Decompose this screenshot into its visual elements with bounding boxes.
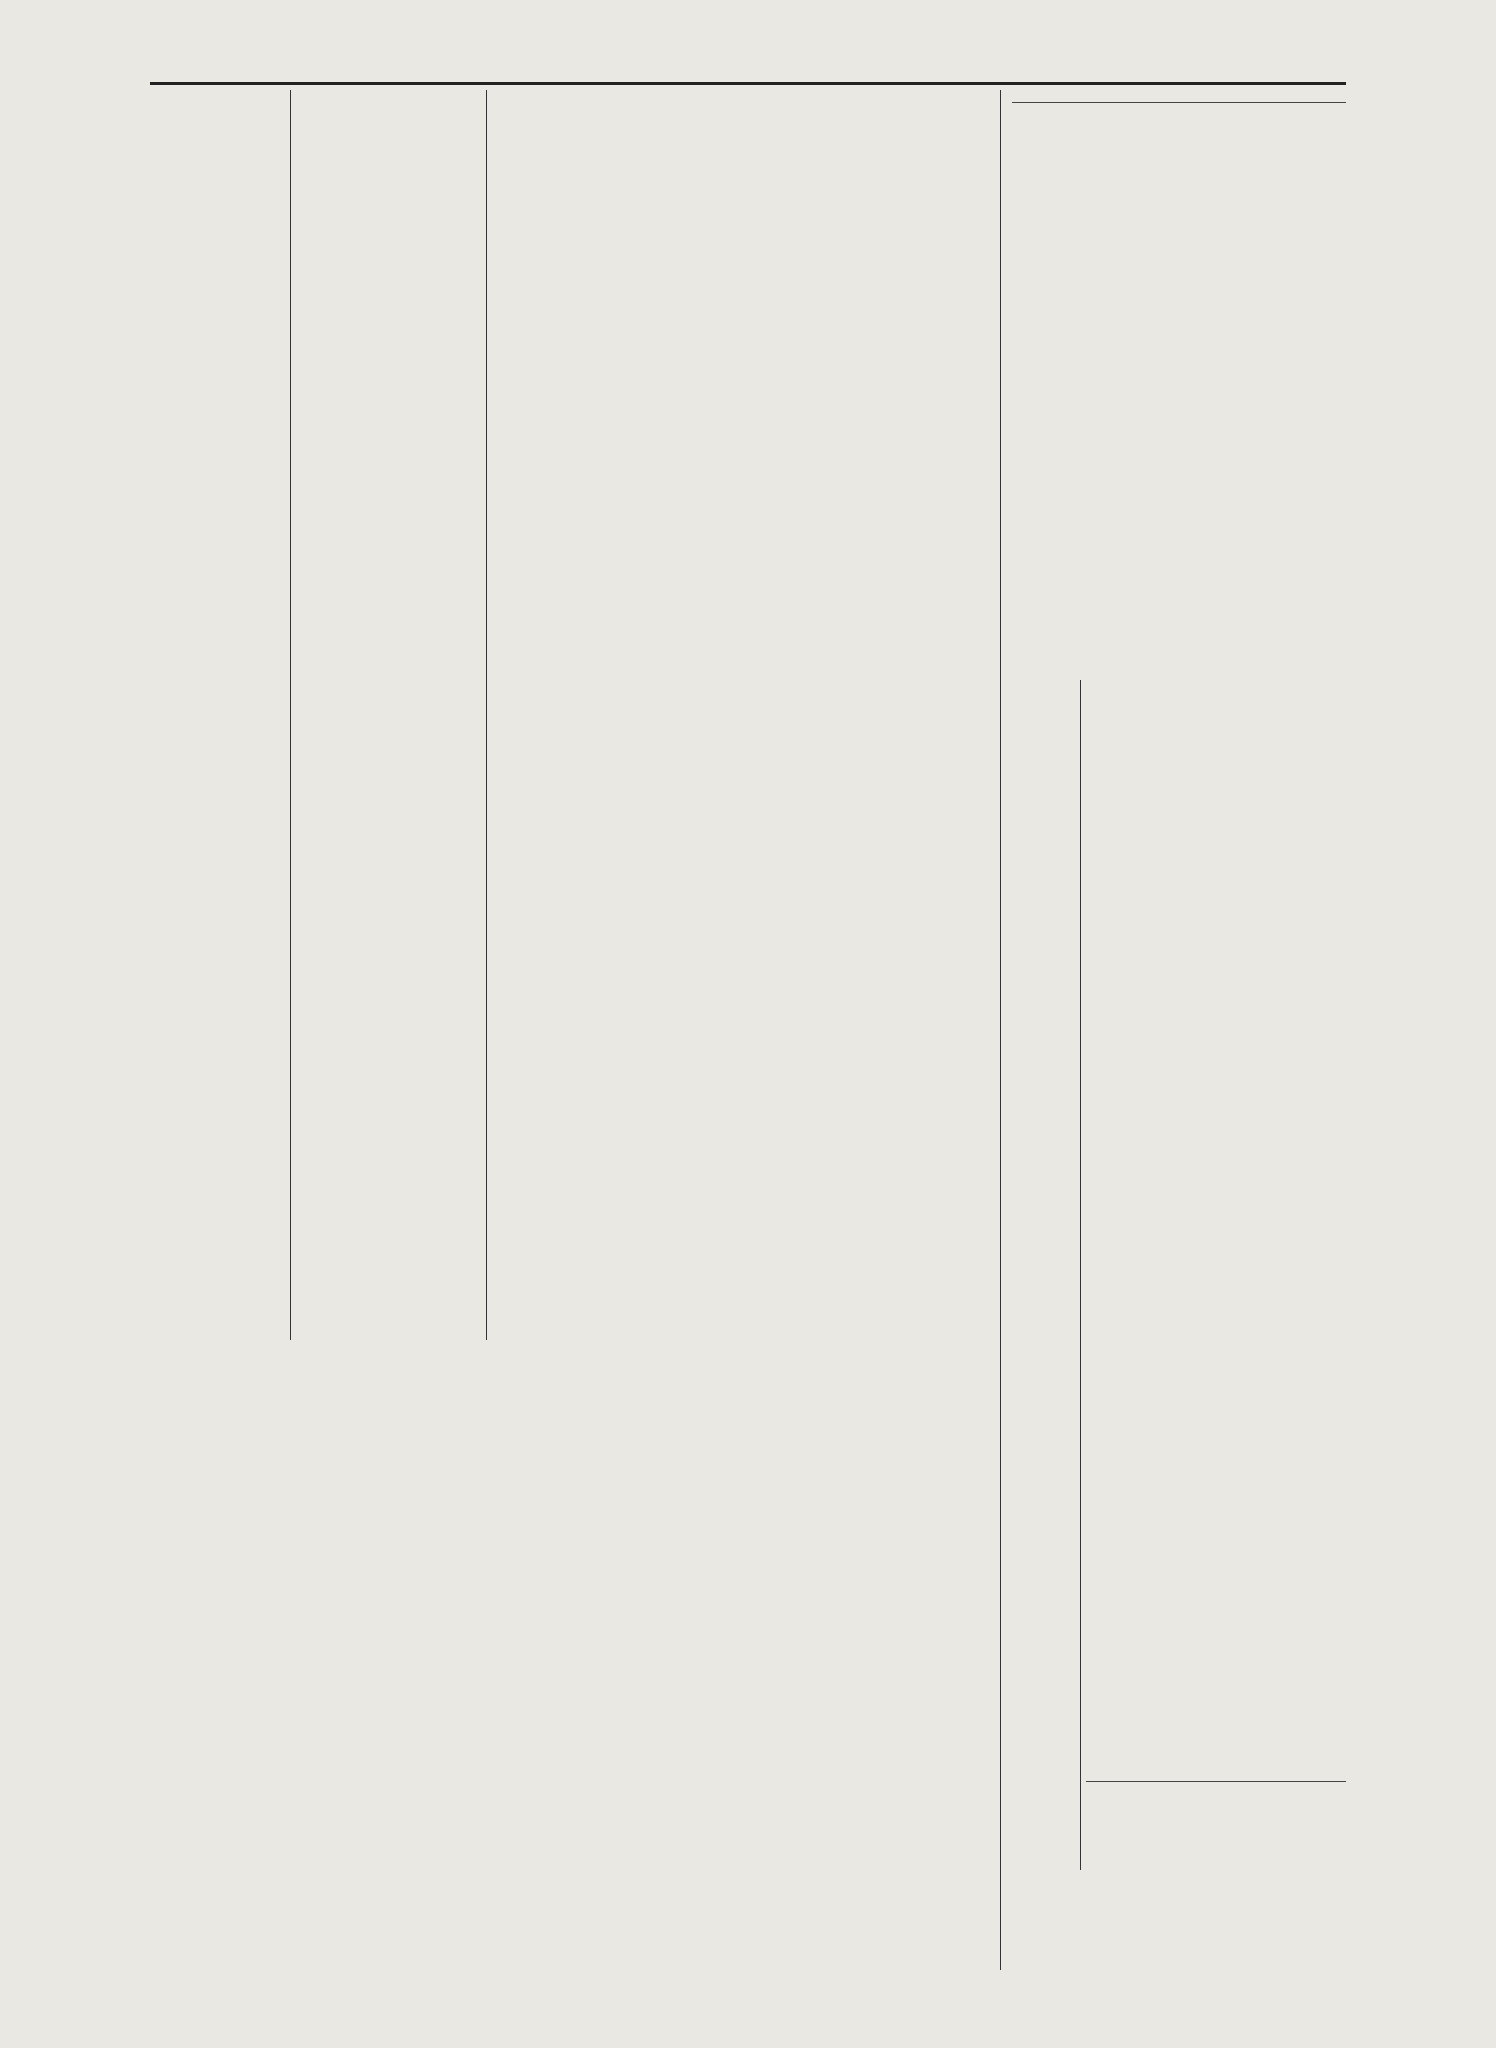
column-rule [486, 90, 487, 1340]
main-headline-block [1012, 96, 1346, 246]
page-header [150, 56, 1346, 85]
column-rule [1080, 680, 1081, 1870]
column-rule [1000, 90, 1001, 1970]
lead-article [1086, 250, 1346, 1770]
column-rule [290, 90, 291, 1340]
america-article [1086, 1775, 1346, 1960]
